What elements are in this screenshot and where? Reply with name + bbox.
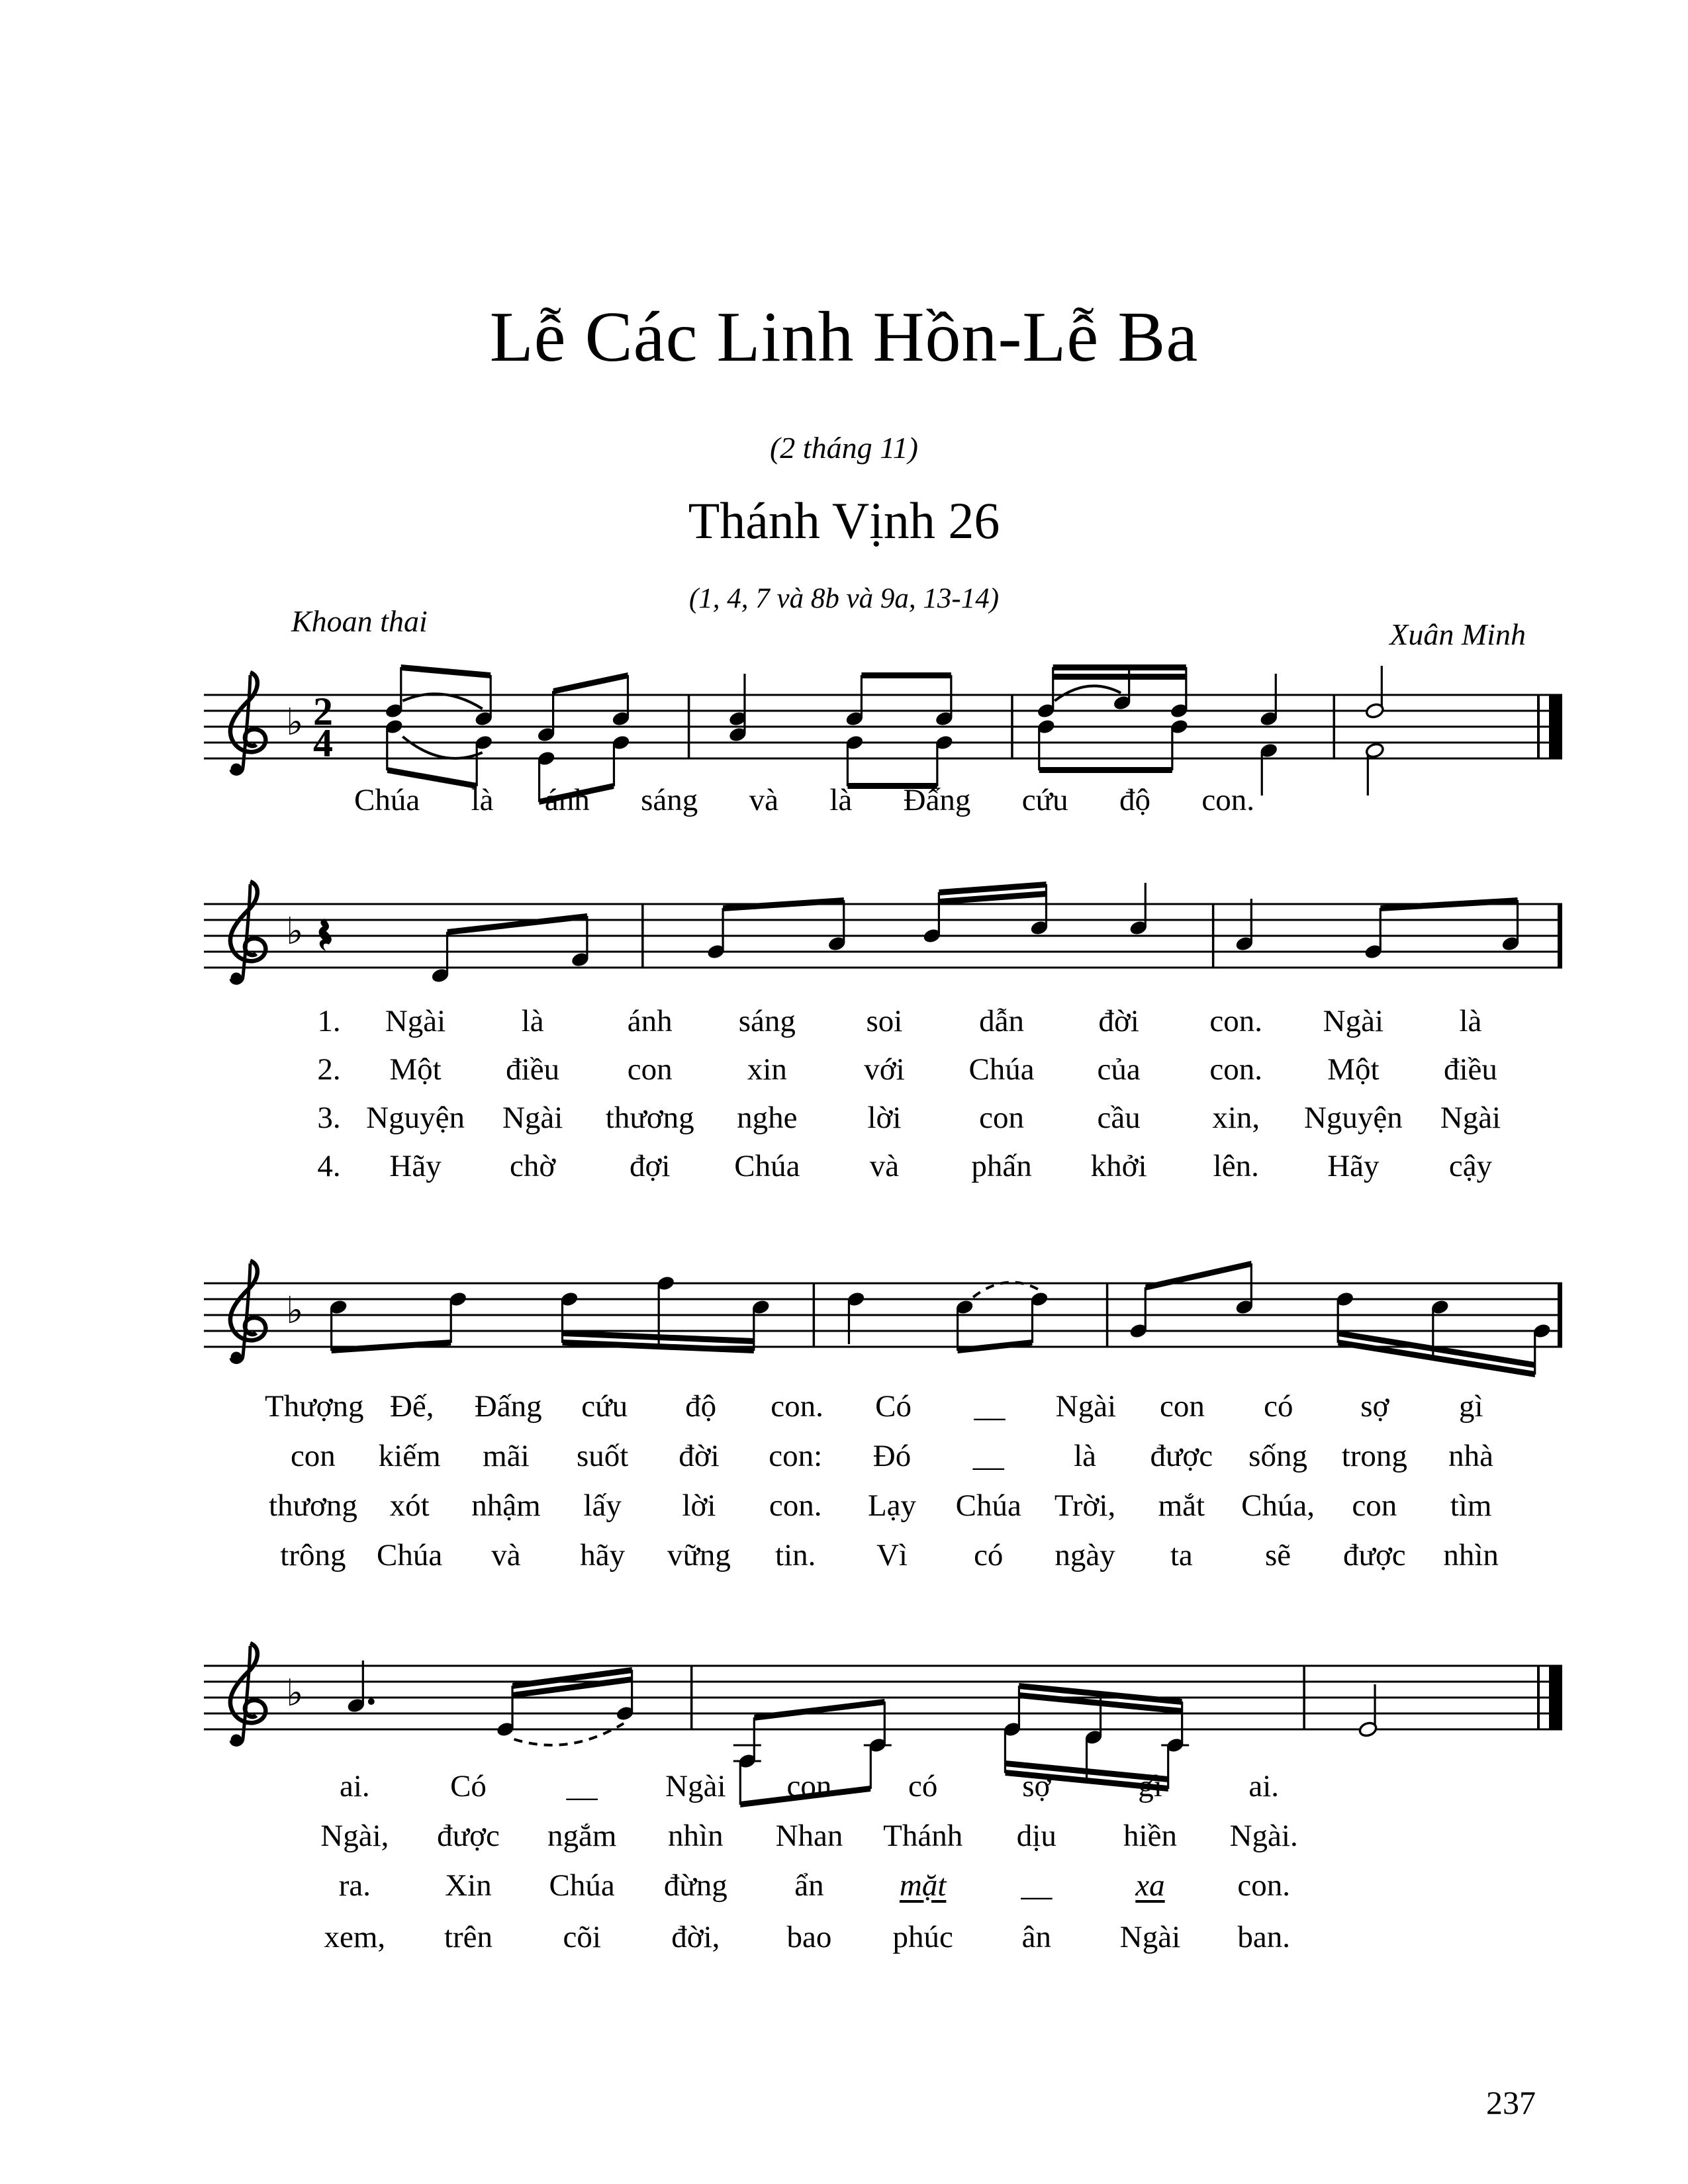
verse-line-4 <box>301 1148 1529 1184</box>
lyric-word: chờ <box>510 1149 556 1183</box>
ending-line-2 <box>298 1818 1321 1854</box>
lyric-word: Thượng <box>265 1389 364 1424</box>
verse-references: (1, 4, 7 và 8b và 9a, 13-14) <box>688 583 1000 614</box>
lyric-word: __ <box>1021 1868 1053 1903</box>
lyric-word: con. <box>771 1389 823 1424</box>
music-system-1 <box>204 639 1568 857</box>
lyric-word: Ngài <box>665 1769 726 1803</box>
lyric-word: 4. <box>317 1149 341 1183</box>
lyric-word: tin. <box>775 1538 816 1572</box>
lyric-word: gì <box>1458 1389 1483 1424</box>
lyric-word: Ngài, <box>320 1819 389 1853</box>
lyric-word: lên. <box>1213 1149 1259 1183</box>
lyric-word: của <box>1097 1052 1141 1087</box>
lyric-word: Đấng <box>903 783 971 817</box>
bridge-line-4 <box>265 1537 1519 1573</box>
lyric-word: sẽ <box>1264 1538 1291 1572</box>
ending-line-3 <box>298 1868 1321 1903</box>
lyric-word: nhậm <box>471 1488 541 1523</box>
lyric-word: sáng <box>738 1004 796 1038</box>
lyric-word: Lạy <box>867 1488 917 1523</box>
lyric-word: được <box>437 1819 500 1853</box>
lyric-word: xa <box>1135 1868 1165 1903</box>
lyric-word: cầu <box>1097 1101 1141 1135</box>
lyric-word: con. <box>1201 783 1254 817</box>
lyric-word: được <box>1150 1439 1213 1473</box>
lyric-word: __ <box>974 1389 1006 1424</box>
lyric-word: là <box>829 783 853 817</box>
lyric-word: đợi <box>630 1149 671 1183</box>
lyric-word: xin, <box>1212 1101 1260 1135</box>
lyric-word: được <box>1342 1538 1406 1572</box>
lyric-word: tìm <box>1450 1488 1492 1523</box>
lyric-word: điều <box>1443 1052 1497 1087</box>
lyric-word: phúc <box>892 1920 953 1954</box>
flat-key-signature: ♭ <box>286 701 304 744</box>
lyric-word: trông <box>280 1538 346 1572</box>
lyric-word: hãy <box>580 1538 626 1572</box>
lyric-word: Ngài <box>1323 1004 1384 1038</box>
lyric-word: __ <box>566 1769 598 1803</box>
lyric-word: sáng <box>641 783 698 817</box>
lyric-word: gì <box>1138 1769 1162 1803</box>
lyric-word: ân <box>1021 1920 1052 1954</box>
lyric-word: với <box>864 1052 905 1087</box>
lyric-word: 2. <box>317 1052 341 1087</box>
lyric-word: nhìn <box>1443 1538 1499 1572</box>
ending-line-4 <box>298 1919 1321 1955</box>
lyric-word: ngày <box>1055 1538 1115 1572</box>
lyric-word: ngắm <box>547 1819 617 1853</box>
lyric-word: Đó <box>872 1439 912 1473</box>
lyric-word: kiếm <box>378 1439 441 1473</box>
lyric-word: dẫn <box>979 1004 1024 1038</box>
lyric-word: Có <box>450 1769 487 1803</box>
lyric-word: con <box>627 1052 673 1087</box>
svg-text:4: 4 <box>313 721 333 765</box>
lyric-word: ban. <box>1237 1920 1290 1954</box>
lyric-word: Ngài. <box>1229 1819 1298 1853</box>
bridge-line-2 <box>265 1438 1519 1474</box>
lyric-word: đừng <box>663 1868 727 1903</box>
lyric-word: 1. <box>317 1004 341 1038</box>
lyric-word: và <box>491 1538 521 1572</box>
lyric-word: Có <box>875 1389 912 1424</box>
lyric-word: con. <box>769 1488 822 1523</box>
flat-key-signature: ♭ <box>286 1289 304 1332</box>
lyric-word: lấy <box>583 1488 622 1523</box>
lyric-word: nhà <box>1448 1439 1494 1473</box>
lyric-word: Thánh <box>883 1819 963 1853</box>
lyric-word: là <box>521 1004 544 1038</box>
lyric-word: sợ <box>1360 1389 1389 1424</box>
lyric-word: có <box>1264 1389 1293 1424</box>
lyric-word: mắt <box>1158 1488 1205 1523</box>
lyric-word: Ngài <box>502 1101 563 1135</box>
lyric-word: Đế, <box>389 1389 434 1424</box>
ending-line-1 <box>298 1768 1321 1804</box>
lyric-word: sợ <box>1022 1769 1051 1803</box>
lyric-word: và <box>749 783 778 817</box>
lyric-word: Một <box>1327 1052 1380 1087</box>
lyric-word: Nguyện <box>366 1101 465 1135</box>
lyric-word: Ngài <box>1440 1101 1501 1135</box>
lyric-word: Trời, <box>1054 1488 1116 1523</box>
lyric-word: Chúa <box>549 1868 615 1903</box>
lyric-word: Chúa <box>377 1538 443 1572</box>
lyric-word: là <box>471 783 494 817</box>
lyric-word: thương <box>268 1488 357 1523</box>
bridge-line-1 <box>265 1388 1519 1424</box>
lyric-word: Chúa <box>968 1052 1035 1087</box>
lyric-word: Vì <box>876 1538 908 1572</box>
lyric-word: Đấng <box>474 1389 542 1424</box>
lyric-word: thương <box>605 1101 694 1135</box>
lyric-word: dịu <box>1016 1819 1056 1853</box>
lyric-word: là <box>1459 1004 1482 1038</box>
lyric-word: lời <box>867 1101 902 1135</box>
page-number: 237 <box>1486 2084 1536 2121</box>
lyric-word: Ngài <box>1055 1389 1117 1424</box>
lyric-word: mãi <box>483 1439 530 1473</box>
lyric-word: con: <box>769 1439 823 1473</box>
lyric-word: độ <box>1119 783 1150 817</box>
lyric-word: đời <box>1098 1004 1139 1038</box>
refrain-lyrics <box>354 782 1254 818</box>
lyric-word: ai. <box>1248 1769 1279 1803</box>
lyric-word: bao <box>786 1920 832 1954</box>
lyric-word: Một <box>389 1052 442 1087</box>
lyric-word: có <box>908 1769 938 1803</box>
lyric-word: cứu <box>1021 783 1068 817</box>
lyric-word: khởi <box>1090 1149 1147 1183</box>
lyric-word: có <box>974 1538 1004 1572</box>
page-title: Lễ Các Linh Hồn-Lễ Ba <box>489 298 1199 377</box>
lyric-word: Nhan <box>775 1819 843 1853</box>
lyric-word: ánh <box>544 783 590 817</box>
composer-name: Xuân Minh <box>1389 617 1526 651</box>
lyric-word: ánh <box>627 1004 673 1038</box>
lyric-word: ra. <box>338 1868 371 1903</box>
verse-line-2 <box>301 1052 1529 1087</box>
lyric-word: Nguyện <box>1303 1101 1403 1135</box>
lyric-word: đời, <box>671 1920 720 1954</box>
bridge-line-3 <box>265 1488 1519 1524</box>
lyric-word: nghe <box>737 1101 798 1135</box>
lyric-word: con <box>290 1439 336 1473</box>
lyric-word: xót <box>389 1488 430 1523</box>
lyric-word: Chúa, <box>1241 1488 1315 1523</box>
lyric-word: trên <box>444 1920 493 1954</box>
lyric-word: xin <box>747 1052 787 1087</box>
lyric-word: đời <box>679 1439 720 1473</box>
lyric-word: soi <box>866 1004 903 1038</box>
lyric-word: và <box>869 1149 900 1183</box>
lyric-word: con. <box>1209 1004 1263 1038</box>
lyric-word: Ngài <box>1119 1920 1181 1954</box>
lyric-word: độ <box>685 1389 717 1424</box>
lyric-word: mặt <box>899 1868 947 1903</box>
date-note: (2 tháng 11) <box>769 431 918 465</box>
lyric-word: hiền <box>1123 1819 1177 1853</box>
svg-text:2: 2 <box>313 690 333 733</box>
lyric-word: Hãy <box>1327 1149 1380 1183</box>
lyric-word: nhìn <box>668 1819 724 1853</box>
lyric-word: ta <box>1170 1538 1193 1572</box>
lyric-word: con. <box>1237 1868 1290 1903</box>
lyric-word: ẩn <box>794 1868 824 1903</box>
lyric-word: cõi <box>563 1920 601 1954</box>
lyric-word: __ <box>972 1439 1004 1473</box>
lyric-word: Chúa <box>354 783 420 817</box>
verse-line-3 <box>301 1100 1529 1136</box>
flat-key-signature: ♭ <box>286 910 304 953</box>
lyric-word: con. <box>1209 1052 1263 1087</box>
lyric-word: xem, <box>324 1920 386 1954</box>
lyric-word: trong <box>1341 1439 1407 1473</box>
lyric-word: lời <box>682 1488 716 1523</box>
lyric-word: vững <box>667 1538 731 1572</box>
lyric-word: con <box>1352 1488 1397 1523</box>
lyric-word: con <box>786 1769 832 1803</box>
verse-line-1 <box>301 1003 1529 1039</box>
lyric-word: sống <box>1248 1439 1307 1473</box>
lyric-word: phấn <box>971 1149 1032 1183</box>
lyric-word: cậy <box>1448 1149 1493 1183</box>
lyric-word: điều <box>506 1052 560 1087</box>
lyric-word: Chúa <box>734 1149 800 1183</box>
lyric-word: ai. <box>339 1769 370 1803</box>
flat-key-signature: ♭ <box>286 1672 304 1715</box>
lyric-word: Chúa <box>955 1488 1021 1523</box>
psalm-subtitle: Thánh Vịnh 26 <box>688 492 1000 549</box>
lyric-word: con <box>1159 1389 1205 1424</box>
lyric-word: suốt <box>577 1439 629 1473</box>
lyric-word: 3. <box>317 1101 341 1135</box>
lyric-word: con <box>979 1101 1024 1135</box>
lyric-word: cứu <box>581 1389 628 1424</box>
lyric-word: Ngài <box>385 1004 446 1038</box>
tempo-marking: Khoan thai <box>291 604 428 638</box>
lyric-word: Hãy <box>389 1149 442 1183</box>
lyric-word: là <box>1074 1439 1096 1473</box>
lyric-word: Xin <box>445 1868 492 1903</box>
